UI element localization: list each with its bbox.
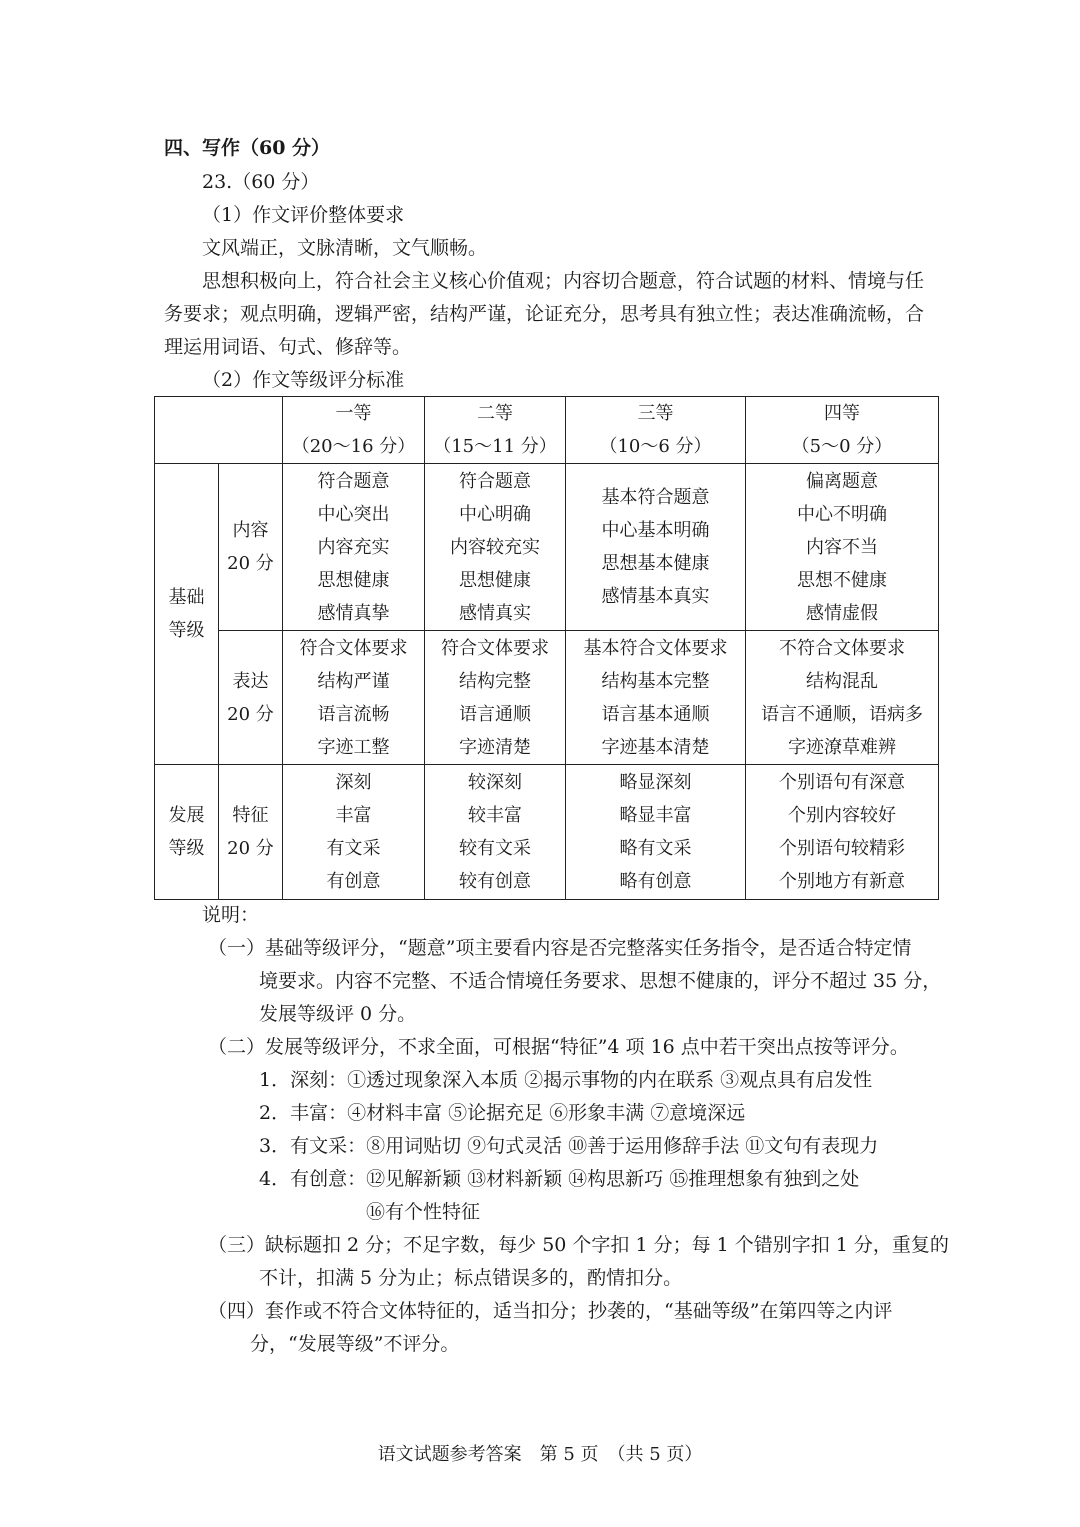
feature-grade-3: 略显深刻 略显丰富 略有文采 略有创意	[566, 765, 746, 900]
note-2-item: 1．深刻：①透过现象深入本质 ②揭示事物的内在联系 ③观点具有启发性	[259, 1069, 873, 1091]
note-3-line: （三）缺标题扣 2 分；不足字数，每少 50 个字扣 1 分；每 1 个错别字扣 1 分，重复的	[208, 1234, 949, 1256]
question-number: 23.（60 分）	[202, 171, 320, 193]
table-header-row	[155, 397, 939, 464]
content-row	[155, 464, 939, 631]
content-label: 内容 20 分	[219, 464, 283, 631]
content-grade-2: 符合题意 中心明确 内容较充实 思想健康 感情真实	[425, 464, 566, 631]
expression-label: 表达 20 分	[219, 631, 283, 765]
note-1-line: 发展等级评 0 分。	[259, 1003, 417, 1025]
expression-row	[155, 631, 939, 765]
development-level-label: 发展 等级	[155, 765, 219, 900]
requirement-paragraph-line: 务要求；观点明确，逻辑严密，结构严谨，论证充分，思考具有独立性；表达准确流畅，合	[164, 303, 925, 325]
note-1-line: （一）基础等级评分，“题意”项主要看内容是否完整落实任务指令，是否适合特定情	[208, 937, 912, 959]
note-2-line: （二）发展等级评分，不求全面，可根据“特征”4 项 16 点中若干突出点按等评分。	[208, 1036, 909, 1058]
content-grade-1: 符合题意 中心突出 内容充实 思想健康 感情真挚	[283, 464, 425, 631]
grade-1-header: 一等 （20～16 分）	[283, 397, 425, 464]
grading-table	[154, 396, 939, 900]
requirement-heading: （1）作文评价整体要求	[202, 204, 405, 226]
feature-grade-1: 深刻 丰富 有文采 有创意	[283, 765, 425, 900]
requirement-paragraph-line: 思想积极向上，符合社会主义核心价值观；内容切合题意，符合试题的材料、情境与任	[202, 270, 925, 292]
note-2-item: ⑯有个性特征	[366, 1201, 481, 1223]
feature-grade-4: 个别语句有深意 个别内容较好 个别语句较精彩 个别地方有新意	[746, 765, 939, 900]
requirement-paragraph-line: 理运用词语、句式、修辞等。	[164, 336, 412, 358]
note-4-line: 分，“发展等级”不评分。	[250, 1333, 460, 1355]
content-grade-4: 偏离题意 中心不明确 内容不当 思想不健康 感情虚假	[746, 464, 939, 631]
note-2-item: 4．有创意：⑫见解新颖 ⑬材料新颖 ⑭构思新巧 ⑮推理想象有独到之处	[259, 1168, 860, 1190]
grade-4-header: 四等 （5～0 分）	[746, 397, 939, 464]
expression-grade-1: 符合文体要求 结构严谨 语言流畅 字迹工整	[283, 631, 425, 765]
expression-grade-2: 符合文体要求 结构完整 语言通顺 字迹清楚	[425, 631, 566, 765]
expression-grade-3: 基本符合文体要求 结构基本完整 语言基本通顺 字迹基本清楚	[566, 631, 746, 765]
content-grade-3: 基本符合题意 中心基本明确 思想基本健康 感情基本真实	[566, 464, 746, 631]
standard-heading: （2）作文等级评分标准	[202, 369, 405, 391]
basic-level-label: 基础 等级	[155, 464, 219, 765]
expression-grade-4: 不符合文体要求 结构混乱 语言不通顺，语病多 字迹潦草难辨	[746, 631, 939, 765]
note-1-line: 境要求。内容不完整、不适合情境任务要求、思想不健康的，评分不超过 35 分，	[259, 970, 942, 992]
section-title: 四、写作（60 分）	[164, 137, 331, 159]
notes-heading: 说明：	[202, 904, 260, 926]
note-2-item: 2．丰富：④材料丰富 ⑤论据充足 ⑥形象丰满 ⑦意境深远	[259, 1102, 746, 1124]
grade-2-header: 二等 （15～11 分）	[425, 397, 566, 464]
note-4-line: （四）套作或不符合文体特征的，适当扣分；抄袭的，“基础等级”在第四等之内评	[208, 1300, 893, 1322]
note-3-line: 不计，扣满 5 分为止；标点错误多的，酌情扣分。	[259, 1267, 683, 1289]
note-2-item: 3．有文采：⑧用词贴切 ⑨句式灵活 ⑩善于运用修辞手法 ⑪文句有表现力	[259, 1135, 879, 1157]
grade-3-header: 三等 （10～6 分）	[566, 397, 746, 464]
feature-row	[155, 765, 939, 900]
feature-grade-2: 较深刻 较丰富 较有文采 较有创意	[425, 765, 566, 900]
table-corner-cell	[155, 397, 283, 464]
requirement-line: 文风端正，文脉清晰，文气顺畅。	[202, 237, 488, 259]
page-footer: 语文试题参考答案 第 5 页 （共 5 页）	[377, 1444, 703, 1465]
feature-label: 特征 20 分	[219, 765, 283, 900]
